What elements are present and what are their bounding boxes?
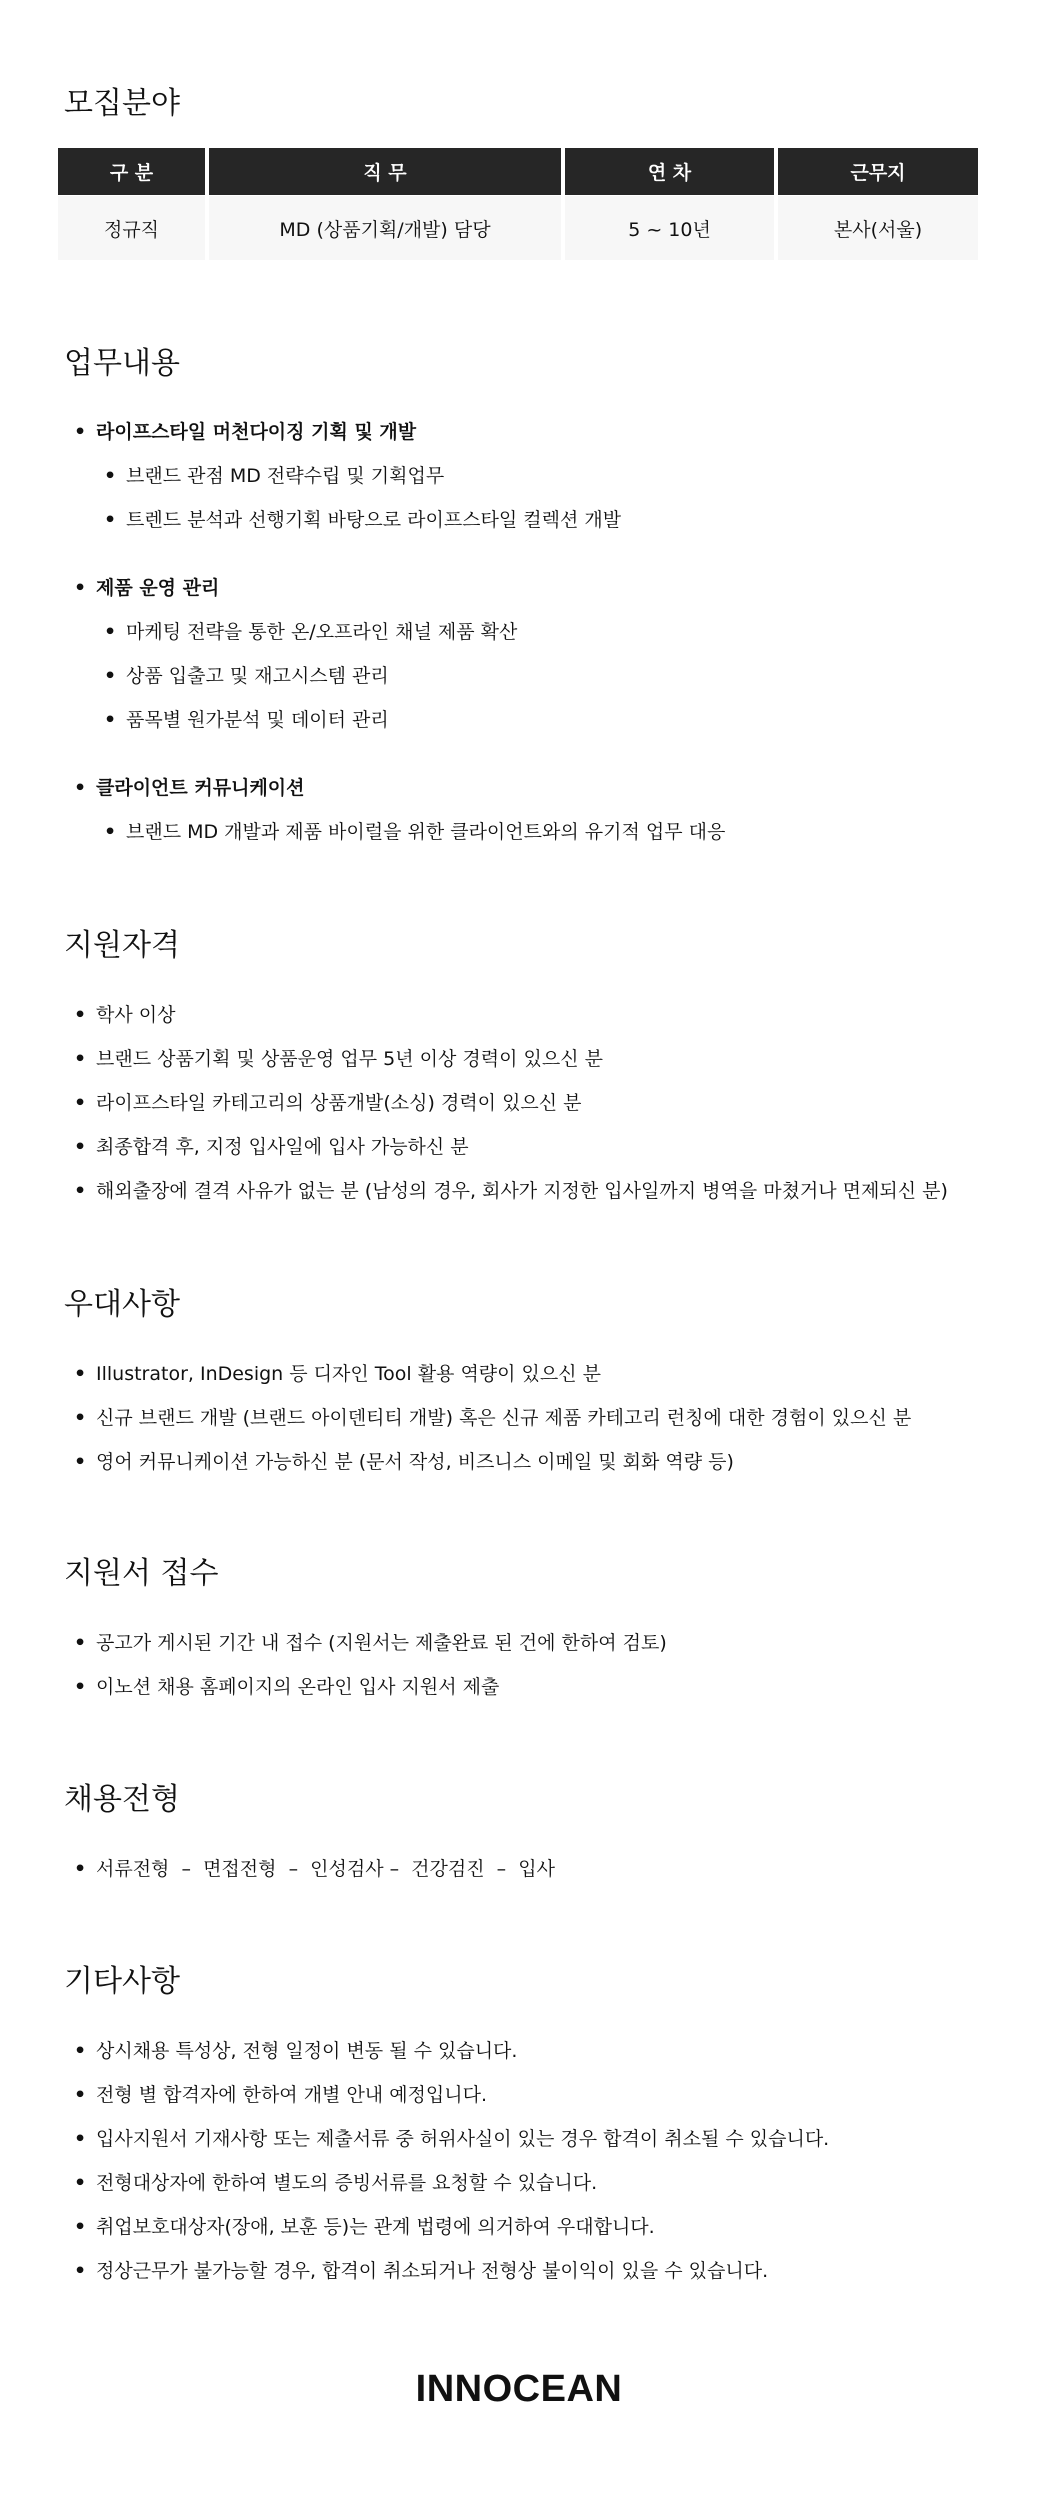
- duty-group-title: [74, 419, 416, 445]
- section-title-process: 채용전형: [64, 1782, 180, 1817]
- bullet-icon: •: [104, 709, 117, 731]
- bullet-icon: •: [74, 1092, 87, 1114]
- list-item: [74, 1134, 469, 1160]
- bullet-icon: •: [104, 621, 117, 643]
- list-item-text: 라이프스타일 카테고리의 상품개발(소싱) 경력이 있으신 분: [96, 1092, 582, 1114]
- bullet-icon: •: [74, 1048, 87, 1070]
- list-item: [74, 1856, 555, 1882]
- list-item-text: 신규 브랜드 개발 (브랜드 아이덴티티 개발) 혹은 신규 제품 카테고리 런칭에 대한 경험이 있으신 분: [96, 1407, 912, 1429]
- list-item: [74, 1178, 948, 1204]
- list-item: [74, 2082, 487, 2108]
- list-item: [74, 1002, 175, 1028]
- bullet-icon: •: [104, 821, 117, 843]
- header-location: 근무지: [778, 148, 978, 195]
- list-item-text: 해외출장에 결격 사유가 없는 분 (남성의 경우, 회사가 지정한 입사일까지 병역을 마쳤거나 면제되신 분): [96, 1180, 948, 1202]
- list-item-text: 전형 별 합격자에 한하여 개별 안내 예정입니다.: [96, 2084, 488, 2106]
- list-item-text: 영어 커뮤니케이션 가능하신 분 (문서 작성, 비즈니스 이메일 및 회화 역량 등): [96, 1451, 734, 1473]
- list-item: [74, 1361, 601, 1387]
- bullet-icon: •: [104, 465, 117, 487]
- list-item-text: 취업보호대상자(장애, 보훈 등)는 관계 법령에 의거하여 우대합니다.: [96, 2216, 655, 2238]
- header-category: 구 분: [58, 148, 205, 195]
- bullet-icon: •: [104, 665, 117, 687]
- list-item: [74, 1090, 582, 1116]
- duty-group-title: [74, 775, 305, 801]
- bullet-icon: •: [74, 1451, 87, 1473]
- process-steps: 서류전형 – 면접전형 – 인성검사 – 건강검진 – 입사: [96, 1858, 555, 1880]
- bullet-icon: •: [74, 2040, 87, 2062]
- duty-group-label: 제품 운영 관리: [96, 577, 220, 599]
- bullet-icon: •: [74, 2260, 87, 2282]
- bullet-icon: •: [74, 777, 87, 799]
- list-item: [104, 507, 621, 533]
- list-item: [104, 819, 725, 845]
- bullet-icon: •: [74, 1632, 87, 1654]
- bullet-icon: •: [104, 509, 117, 531]
- duty-group-label: 클라이언트 커뮤니케이션: [96, 777, 305, 799]
- list-item-text: 공고가 게시된 기간 내 접수 (지원서는 제출완료 된 건에 한하여 검토): [96, 1632, 667, 1654]
- list-item-text: 트렌드 분석과 선행기획 바탕으로 라이프스타일 컬렉션 개발: [126, 509, 622, 531]
- bullet-icon: •: [74, 1180, 87, 1202]
- cell-category: 정규직: [58, 195, 205, 260]
- cell-years: 5 ~ 10년: [565, 195, 774, 260]
- section-title-application: 지원서 접수: [64, 1556, 219, 1591]
- list-item-text: 브랜드 MD 개발과 제품 바이럴을 위한 클라이언트와의 유기적 업무 대응: [126, 821, 726, 843]
- list-item-text: 브랜드 관점 MD 전략수립 및 기획업무: [126, 465, 445, 487]
- bullet-icon: •: [74, 421, 87, 443]
- cell-location: 본사(서울): [778, 195, 978, 260]
- list-item-text: 상시채용 특성상, 전형 일정이 변동 될 수 있습니다.: [96, 2040, 518, 2062]
- list-item: [74, 1449, 734, 1475]
- recruit-table: [54, 148, 982, 260]
- table-row: [58, 195, 978, 260]
- list-item-text: 품목별 원가분석 및 데이터 관리: [126, 709, 389, 731]
- bullet-icon: •: [74, 1407, 87, 1429]
- section-title-qualifications: 지원자격: [64, 928, 180, 963]
- bullet-icon: •: [74, 2172, 87, 2194]
- list-item-text: 브랜드 상품기획 및 상품운영 업무 5년 이상 경력이 있으신 분: [96, 1048, 603, 1070]
- list-item: [74, 2214, 655, 2240]
- bullet-icon: •: [74, 1858, 87, 1880]
- bullet-icon: •: [74, 1363, 87, 1385]
- duty-group-label: 라이프스타일 머천다이징 기획 및 개발: [96, 421, 417, 443]
- header-job: 직 무: [209, 148, 561, 195]
- section-title-etc: 기타사항: [64, 1964, 180, 1999]
- list-item: [74, 1046, 603, 1072]
- list-item-text: 이노션 채용 홈페이지의 온라인 입사 지원서 제출: [96, 1676, 500, 1698]
- table-header-row: [58, 148, 978, 195]
- cell-job: MD (상품기획/개발) 담당: [209, 195, 561, 260]
- bullet-icon: •: [74, 577, 87, 599]
- list-item-text: Illustrator, InDesign 등 디자인 Tool 활용 역량이 있으신 분: [96, 1363, 602, 1385]
- header-years: 연 차: [565, 148, 774, 195]
- section-title-recruit-field: 모집분야: [64, 86, 180, 121]
- list-item-text: 전형대상자에 한하여 별도의 증빙서류를 요청할 수 있습니다.: [96, 2172, 598, 2194]
- list-item: [104, 707, 389, 733]
- list-item-text: 입사지원서 기재사항 또는 제출서류 중 허위사실이 있는 경우 합격이 취소될 수 있습니다.: [96, 2128, 830, 2150]
- list-item: [104, 619, 517, 645]
- list-item: [74, 2170, 597, 2196]
- innocean-logo: INNOCEAN: [415, 2368, 623, 2410]
- duty-group-title: [74, 575, 219, 601]
- bullet-icon: •: [74, 1136, 87, 1158]
- bullet-icon: •: [74, 2128, 87, 2150]
- list-item: [74, 1630, 667, 1656]
- list-item: [74, 2126, 829, 2152]
- list-item-text: 마케팅 전략을 통한 온/오프라인 채널 제품 확산: [126, 621, 518, 643]
- list-item-text: 최종합격 후, 지정 입사일에 입사 가능하신 분: [96, 1136, 469, 1158]
- bullet-icon: •: [74, 2216, 87, 2238]
- list-item-text: 학사 이상: [96, 1004, 176, 1026]
- list-item: [74, 2258, 768, 2284]
- section-title-preferred: 우대사항: [64, 1287, 180, 1322]
- section-title-duties: 업무내용: [64, 346, 180, 381]
- list-item: [104, 663, 389, 689]
- bullet-icon: •: [74, 1676, 87, 1698]
- bullet-icon: •: [74, 2084, 87, 2106]
- list-item: [74, 1405, 911, 1431]
- list-item-text: 상품 입출고 및 재고시스템 관리: [126, 665, 389, 687]
- bullet-icon: •: [74, 1004, 87, 1026]
- list-item: [74, 2038, 517, 2064]
- list-item: [104, 463, 444, 489]
- list-item: [74, 1674, 499, 1700]
- list-item-text: 정상근무가 불가능할 경우, 합격이 취소되거나 전형상 불이익이 있을 수 있습니다.: [96, 2260, 769, 2282]
